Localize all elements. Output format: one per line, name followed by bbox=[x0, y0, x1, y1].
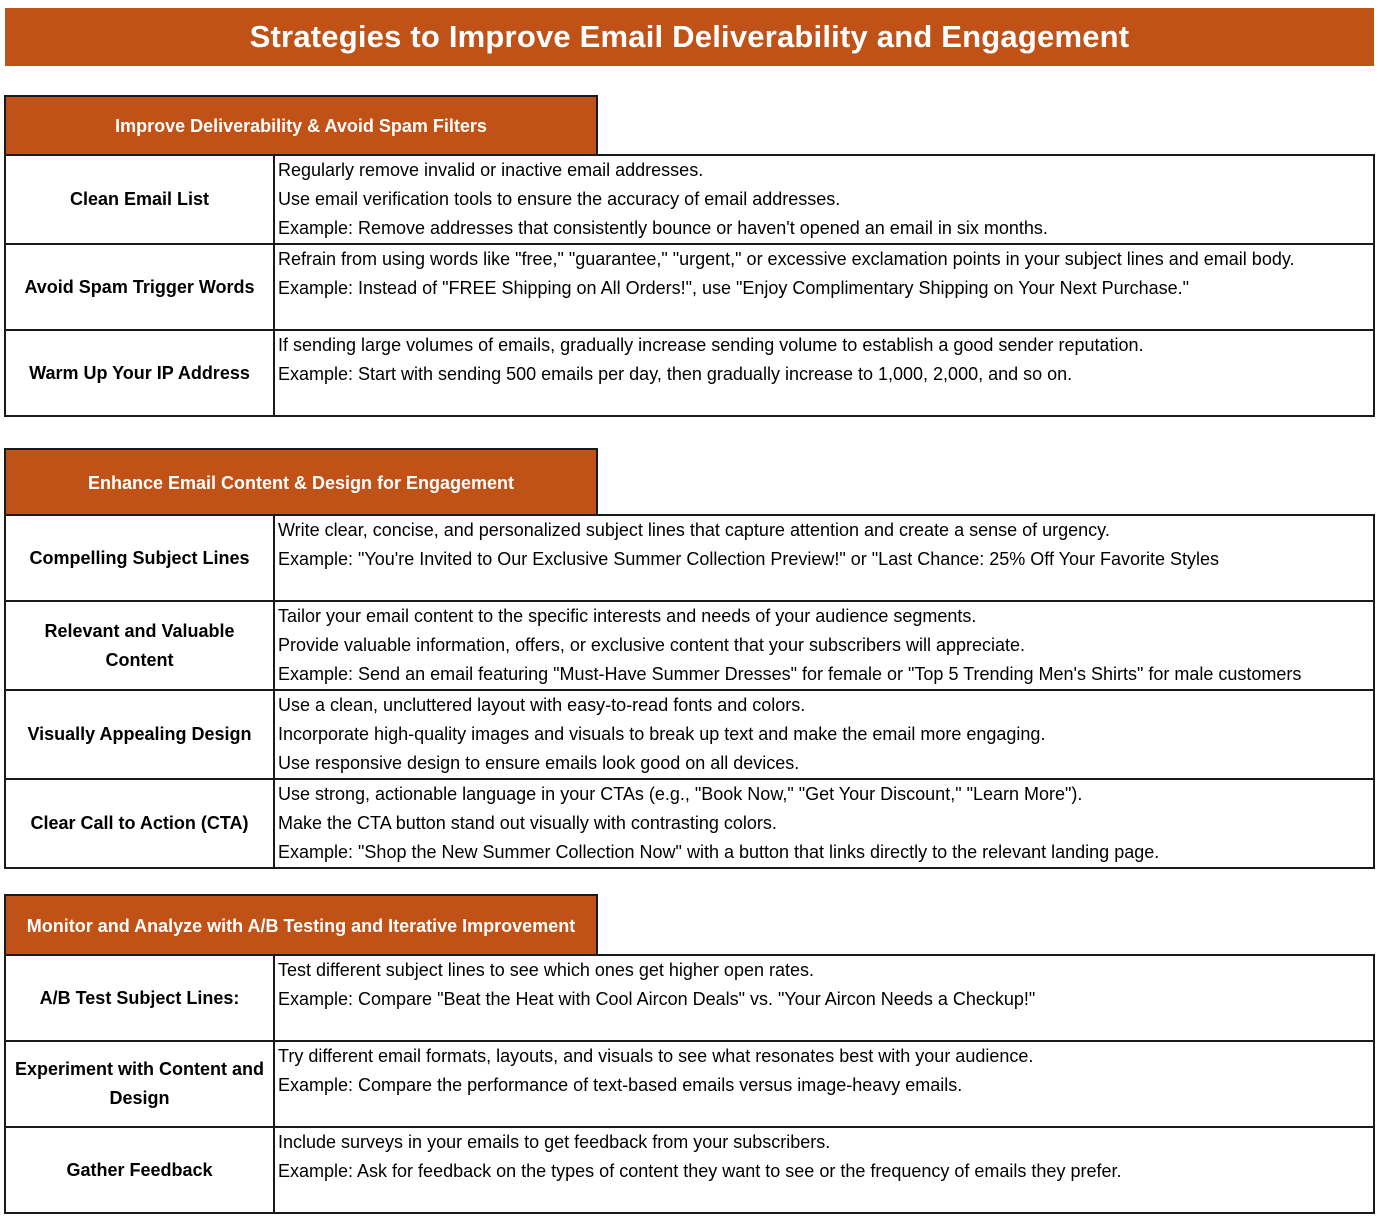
content-line: Example: Remove addresses that consistently bounce or haven't opened an email in six months. bbox=[278, 218, 1048, 238]
row-content bbox=[274, 601, 1374, 690]
content-line: Use strong, actionable language in your CTAs (e.g., "Book Now," "Get Your Discount," "Learn More"). bbox=[278, 784, 1083, 804]
content-line: Example: Send an email featuring "Must-Have Summer Dresses" for female or "Top 5 Trending Men's Shirts" for male customers bbox=[278, 664, 1302, 684]
content-line: Example: Ask for feedback on the types of content they want to see or the frequency of emails they prefer. bbox=[278, 1161, 1122, 1181]
section-header-content-design: Enhance Email Content & Design for Engagement bbox=[4, 448, 598, 516]
row-label: Avoid Spam Trigger Words bbox=[5, 244, 274, 330]
content-line: Provide valuable information, offers, or exclusive content that your subscribers will appreciate. bbox=[278, 635, 1026, 655]
row-content bbox=[274, 1127, 1374, 1213]
content-line: Example: Start with sending 500 emails per day, then gradually increase to 1,000, 2,000, and so on. bbox=[278, 364, 1073, 384]
row-label: Clear Call to Action (CTA) bbox=[5, 779, 274, 868]
content-line: Example: Compare the performance of text-based emails versus image-heavy emails. bbox=[278, 1075, 963, 1095]
content-line: Refrain from using words like "free," "guarantee," "urgent," or excessive exclamation points in your subject lines and email body. bbox=[278, 249, 1295, 269]
content-line: Tailor your email content to the specific interests and needs of your audience segments. bbox=[278, 606, 977, 626]
content-line: Regularly remove invalid or inactive email addresses. bbox=[278, 160, 704, 180]
row-label: Experiment with Content and Design bbox=[5, 1041, 274, 1127]
section-table-content-design bbox=[4, 514, 1375, 869]
content-line: Use responsive design to ensure emails look good on all devices. bbox=[278, 753, 800, 773]
row-content bbox=[274, 155, 1374, 244]
table-row bbox=[5, 1127, 1374, 1213]
table-row bbox=[5, 955, 1374, 1041]
content-line: If sending large volumes of emails, gradually increase sending volume to establish a good sender reputation. bbox=[278, 335, 1144, 355]
table-row bbox=[5, 601, 1374, 690]
row-content bbox=[274, 779, 1374, 868]
table-row bbox=[5, 515, 1374, 601]
page-title: Strategies to Improve Email Deliverability and Engagement bbox=[5, 8, 1374, 66]
content-line: Example: "Shop the New Summer Collection Now" with a button that links directly to the relevant landing page. bbox=[278, 842, 1160, 862]
content-line: Make the CTA button stand out visually with contrasting colors. bbox=[278, 813, 777, 833]
row-content bbox=[274, 330, 1374, 416]
content-line: Use a clean, uncluttered layout with easy-to-read fonts and colors. bbox=[278, 695, 806, 715]
section-table-deliverability bbox=[4, 154, 1375, 417]
content-line: Write clear, concise, and personalized subject lines that capture attention and create a sense of urgency. bbox=[278, 520, 1110, 540]
row-label: Clean Email List bbox=[5, 155, 274, 244]
row-label: Gather Feedback bbox=[5, 1127, 274, 1213]
section-header-deliverability: Improve Deliverability & Avoid Spam Filters bbox=[4, 95, 598, 155]
section-table-ab-testing bbox=[4, 954, 1375, 1214]
content-line: Example: Instead of "FREE Shipping on All Orders!", use "Enjoy Complimentary Shipping on Your Next Purchase." bbox=[278, 278, 1190, 298]
content-line: Example: "You're Invited to Our Exclusive Summer Collection Preview!" or "Last Chance: 25% Off Your Favorite Styles bbox=[278, 549, 1220, 569]
row-content bbox=[274, 244, 1374, 330]
table-row bbox=[5, 155, 1374, 244]
row-label: Compelling Subject Lines bbox=[5, 515, 274, 601]
row-content bbox=[274, 690, 1374, 779]
content-line: Test different subject lines to see which ones get higher open rates. bbox=[278, 960, 814, 980]
row-label: Relevant and Valuable Content bbox=[5, 601, 274, 690]
table-row bbox=[5, 330, 1374, 416]
row-content bbox=[274, 1041, 1374, 1127]
row-content bbox=[274, 515, 1374, 601]
table-row bbox=[5, 1041, 1374, 1127]
row-label: Visually Appealing Design bbox=[5, 690, 274, 779]
content-line: Incorporate high-quality images and visuals to break up text and make the email more engaging. bbox=[278, 724, 1046, 744]
content-line: Try different email formats, layouts, and visuals to see what resonates best with your audience. bbox=[278, 1046, 1034, 1066]
content-line: Use email verification tools to ensure the accuracy of email addresses. bbox=[278, 189, 841, 209]
row-label: Warm Up Your IP Address bbox=[5, 330, 274, 416]
row-label: A/B Test Subject Lines: bbox=[5, 955, 274, 1041]
section-header-ab-testing: Monitor and Analyze with A/B Testing and Iterative Improvement bbox=[4, 894, 598, 956]
table-row bbox=[5, 244, 1374, 330]
row-content bbox=[274, 955, 1374, 1041]
table-row bbox=[5, 779, 1374, 868]
table-row bbox=[5, 690, 1374, 779]
content-line: Example: Compare "Beat the Heat with Cool Aircon Deals" vs. "Your Aircon Needs a Checkup!" bbox=[278, 989, 1036, 1009]
content-line: Include surveys in your emails to get feedback from your subscribers. bbox=[278, 1132, 831, 1152]
